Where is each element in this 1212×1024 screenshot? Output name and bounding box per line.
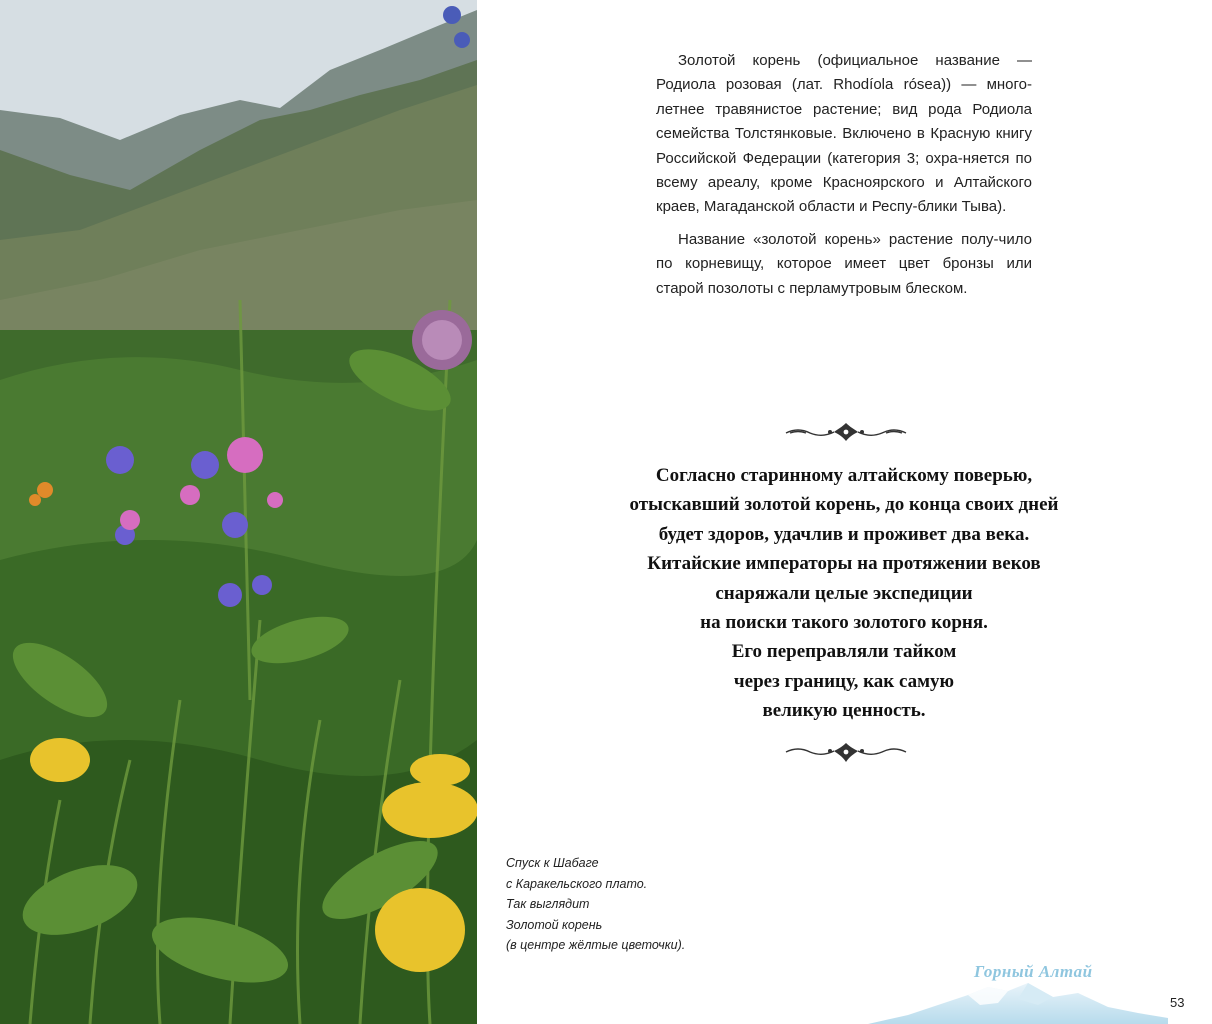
mountain-meadow-illustration	[0, 0, 477, 1024]
quote-line: Китайские императоры на протяжении веков	[647, 553, 1041, 575]
quote-line: будет здоров, удачлив и проживет два века.	[658, 523, 1030, 545]
page-number: 53	[1170, 995, 1185, 1010]
quote-line: снаряжали целые экспедиции	[715, 582, 973, 604]
ornament-divider-bottom	[784, 742, 908, 764]
meadow-photo	[0, 0, 477, 1024]
quote-line: Его переправляли тайком	[731, 641, 957, 663]
quote-line: через границу, как самую	[733, 670, 955, 692]
legend-quote	[594, 461, 1094, 726]
caption-line: Так выглядит	[506, 897, 590, 912]
photo-caption	[506, 853, 746, 956]
caption-line: с Каракельского плато.	[506, 876, 648, 891]
caption-line: (в центре жёлтые цветочки).	[506, 938, 686, 953]
body-paragraph: Название «золотой корень» растение полу-чило по корневищу, которое имеет цвет бронзы или старой позолоты с перламутровым блеском.	[656, 230, 1032, 297]
caption-line: Золотой корень	[506, 917, 603, 932]
quote-line: на поиски такого золотого корня.	[700, 612, 988, 634]
caption-line: Спуск к Шабаге	[506, 856, 599, 870]
body-paragraph: Золотой корень (официальное название — Родиола розовая (лат. Rhodíola rósea)) — много-летнее травянистое растение; вид рода Родиола семейства Толстянковые. Включено в Красную книгу Российской Федерации (категория 3; охра-няется по всему ареалу, кроме Красноярского и Алтайского краев, Магаданской области и Респу-блики Тыва).	[656, 52, 1032, 216]
body-text	[656, 49, 1032, 309]
brand-label: Горный Алтай	[974, 962, 1093, 981]
quote-line: отыскавший золотой корень, до конца своих дней	[629, 494, 1059, 516]
quote-line: Согласно старинному алтайскому поверью,	[655, 465, 1033, 486]
ornament-divider-top	[784, 421, 908, 443]
quote-line: великую ценность.	[762, 700, 926, 722]
